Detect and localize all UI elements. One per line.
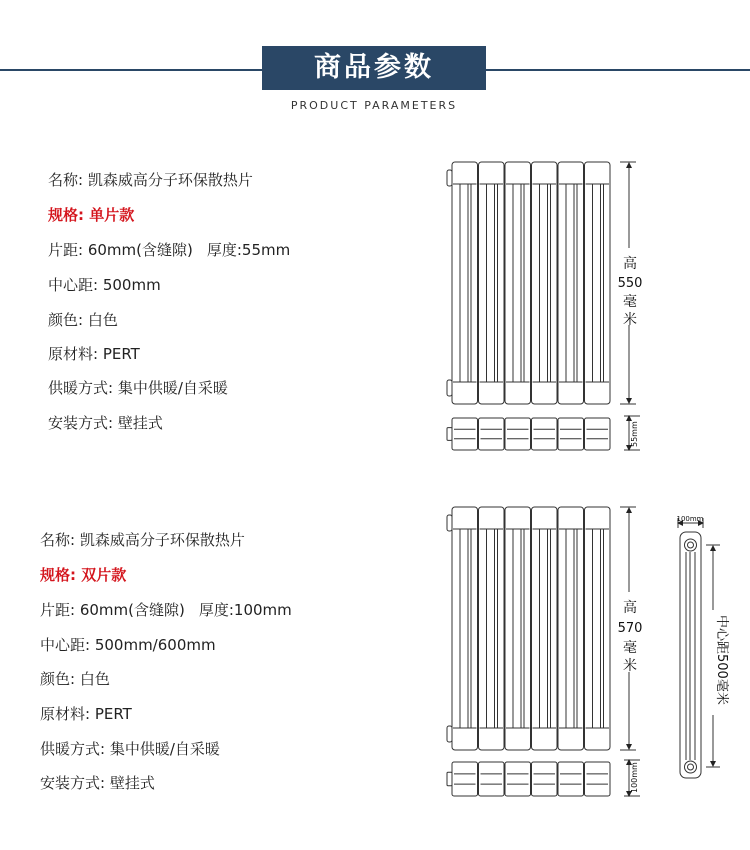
product1-material: 原材料: PERT <box>48 345 140 363</box>
product1-color: 颜色: 白色 <box>48 311 118 329</box>
radiator1-depth-label: 55mm <box>630 421 639 447</box>
radiator1-top-segment <box>452 418 478 450</box>
product2-name: 名称: 凯森威高分子环保散热片 <box>40 531 245 549</box>
radiator2-height-char1: 高 <box>623 600 637 616</box>
radiator2-column <box>558 507 584 750</box>
product2-spec: 规格: 双片款 <box>40 566 127 584</box>
product1-spec: 规格: 单片款 <box>48 206 135 224</box>
radiator2-cap <box>447 726 452 742</box>
page-subtitle: PRODUCT PARAMETERS <box>290 99 458 112</box>
radiator1-cap <box>447 380 452 396</box>
radiator1-top-segment <box>558 418 584 450</box>
product1-name: 名称: 凯森威高分子环保散热片 <box>48 171 253 189</box>
radiator2-column <box>479 507 505 750</box>
product2-center: 中心距: 500mm/600mm <box>40 636 216 654</box>
radiator1-top-segment <box>479 418 505 450</box>
radiator1-column <box>479 162 505 404</box>
radiator1-top-segment <box>585 418 611 450</box>
radiator2-column <box>585 507 611 750</box>
radiator2-column <box>505 507 531 750</box>
product1-pitch: 片距: 60mm(含缝隙) <box>48 241 193 259</box>
radiator1-column <box>532 162 558 404</box>
product2-heating: 供暖方式: 集中供暖/自采暖 <box>40 740 220 758</box>
radiator2-side-center-label: 中心距500毫米 <box>714 615 729 705</box>
radiator2-height-char2: 毫 <box>623 640 637 656</box>
radiator1-top-segment <box>532 418 558 450</box>
product1-center: 中心距: 500mm <box>48 276 161 294</box>
radiator2-top-segment <box>505 762 531 796</box>
radiator2-front-view <box>447 507 610 750</box>
product1-thickness: 厚度:55mm <box>206 241 291 259</box>
radiator2-column <box>452 507 478 750</box>
radiator1-height-value: 550 <box>617 276 643 291</box>
page-title: 商品参数 <box>262 46 486 90</box>
radiator2-side-view <box>678 518 720 778</box>
radiator2-side-width-label: 100mm <box>676 515 704 523</box>
radiator1-height-char2: 毫 <box>623 294 637 310</box>
radiator2-top-segment <box>452 762 478 796</box>
radiator1-column <box>452 162 478 404</box>
product2-install: 安装方式: 壁挂式 <box>40 774 155 792</box>
radiator1-top-cap <box>447 428 452 441</box>
radiator1-column <box>585 162 611 404</box>
radiator2-depth-label: 100mm <box>630 762 639 793</box>
radiator1-column <box>558 162 584 404</box>
radiator2-cap <box>447 515 452 531</box>
radiator1-height-char3: 米 <box>623 312 637 328</box>
product2-color: 颜色: 白色 <box>40 670 110 688</box>
radiator1-column <box>505 162 531 404</box>
product1-install: 安装方式: 壁挂式 <box>48 414 163 432</box>
radiator2-top-segment <box>585 762 611 796</box>
radiator1-height-char1: 高 <box>623 256 637 272</box>
radiator2-height-char3: 米 <box>623 658 637 674</box>
radiator1-front-view <box>447 162 610 404</box>
radiator2-top-segment <box>558 762 584 796</box>
radiator2-column <box>532 507 558 750</box>
product2-pitch: 片距: 60mm(含缝隙) <box>40 601 185 619</box>
radiator2-top-segment <box>532 762 558 796</box>
radiator2-height-value: 570 <box>617 621 643 636</box>
radiator1-cap <box>447 170 452 186</box>
radiator2-top-cap <box>447 772 452 786</box>
product1-heating: 供暖方式: 集中供暖/自采暖 <box>48 379 228 397</box>
product2-material: 原材料: PERT <box>40 705 132 723</box>
radiator2-top-view <box>447 762 610 796</box>
radiator1-top-view <box>447 418 610 450</box>
radiator2-top-segment <box>479 762 505 796</box>
product2-thickness: 厚度:100mm <box>198 601 292 619</box>
radiator1-top-segment <box>505 418 531 450</box>
